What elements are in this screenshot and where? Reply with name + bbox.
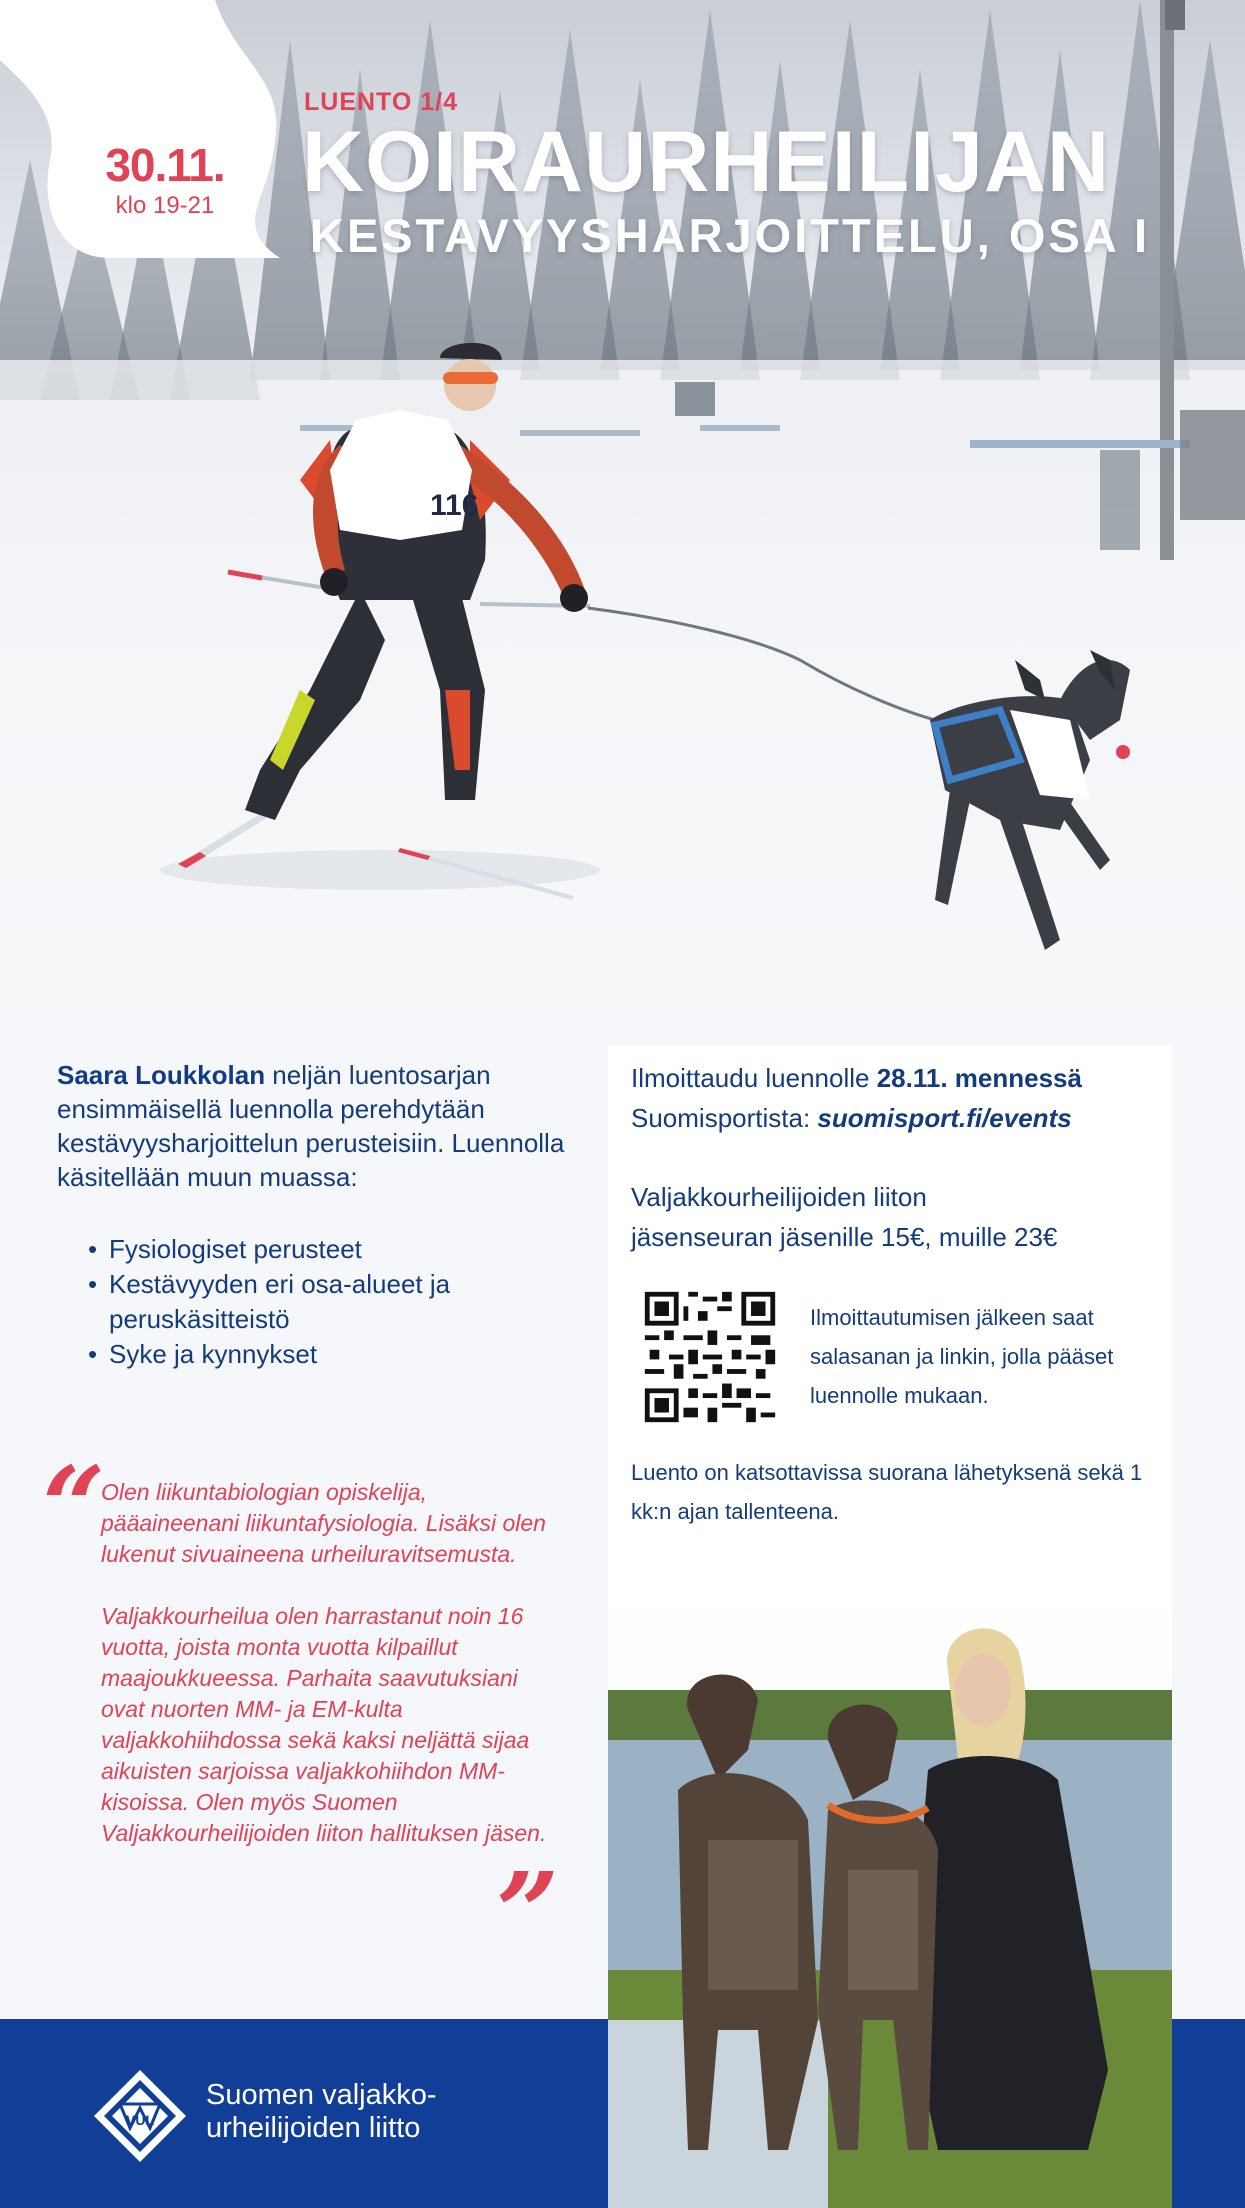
quote-paragraph: Olen liikuntabiologian opiskelija, pääaineenani liikuntafysiologia. Lisäksi olen lukenut sivuaineena urheiluravitsemusta.	[101, 1479, 546, 1567]
speaker-quote	[101, 1477, 561, 1880]
qr-code[interactable]	[640, 1287, 780, 1427]
open-quote-mark: “	[42, 1442, 106, 1571]
skijoring-scene	[0, 0, 1245, 1010]
qr-note: Ilmoittautumisen jälkeen saat salasanan ja linkin, jolla pääset luennolle mukaan.	[810, 1305, 1114, 1408]
list-item-text: peruskäsitteistö	[109, 1304, 290, 1334]
footer-bar-right	[1172, 2019, 1245, 2208]
price-line: Valjakkourheilijoiden liiton	[631, 1182, 927, 1212]
org-line: Suomen valjakko-	[206, 2079, 437, 2111]
series-label: LUENTO 1/4	[304, 88, 459, 116]
org-line: urheilijoiden liitto	[206, 2112, 421, 2144]
intro-text	[57, 1058, 577, 1194]
registration-info	[631, 1058, 1171, 1138]
price-info	[631, 1177, 1171, 1257]
list-item: • Kestävyyden eri osa-alueet ja	[88, 1267, 450, 1302]
event-time: klo 19-21	[115, 192, 215, 219]
dog-illustration	[930, 650, 1130, 950]
close-quote-mark: ”	[496, 1848, 560, 1977]
registration-source: Suomisportista:	[631, 1103, 818, 1133]
registration-deadline: 28.11. mennessä	[876, 1063, 1082, 1093]
list-item: • Syke ja kynnykset	[88, 1337, 450, 1372]
quote-paragraph: Valjakkourheilua olen harrastanut noin 16 vuotta, joista monta vuotta kilpaillut maajoukkueessa. Parhaita saavutuksiani ovat nuorten MM- ja EM-kulta valjakkohiihdossa sekä kaksi neljättä sijaa aikuisten sarjoissa valjakkohiihdon MM-kisoissa. Olen myös Suomen Valjakkourheilijoiden liiton hallituksen jäsen.	[101, 1603, 547, 1846]
intro-body: neljän luentosarjan ensimmäisellä luennolla perehdytään kestävyysharjoittelun perusteisiin. Luennolla käsitellään muun muassa:	[57, 1060, 565, 1192]
price-line: jäsenseuran jäsenille 15€, muille 23€	[631, 1222, 1058, 1252]
list-item: • Fysiologiset perusteet	[88, 1232, 450, 1267]
registration-prefix: Ilmoittaudu luennolle	[631, 1063, 877, 1093]
registration-link[interactable]: suomisport.fi/events	[817, 1103, 1072, 1133]
speaker-name: Saara Loukkolan	[57, 1060, 266, 1090]
hero-image	[0, 0, 1245, 1010]
bib-number: 116	[430, 489, 479, 522]
event-date: 30.11.	[105, 139, 225, 191]
vul-logo-icon	[92, 2068, 188, 2164]
organization-name	[206, 2079, 437, 2145]
live-note: Luento on katsottavissa suorana lähetyksenä sekä 1 kk:n ajan tallenteena.	[631, 1460, 1143, 1524]
logo-text: VUL	[126, 2112, 154, 2128]
page-subtitle: KESTAVYYSHARJOITTELU, OSA I	[310, 209, 1151, 262]
list-item-continuation	[88, 1302, 450, 1337]
page-title: KOIRAURHEILIJAN	[302, 114, 1111, 210]
speaker-photo	[608, 1590, 1172, 2208]
topic-list	[88, 1232, 450, 1372]
